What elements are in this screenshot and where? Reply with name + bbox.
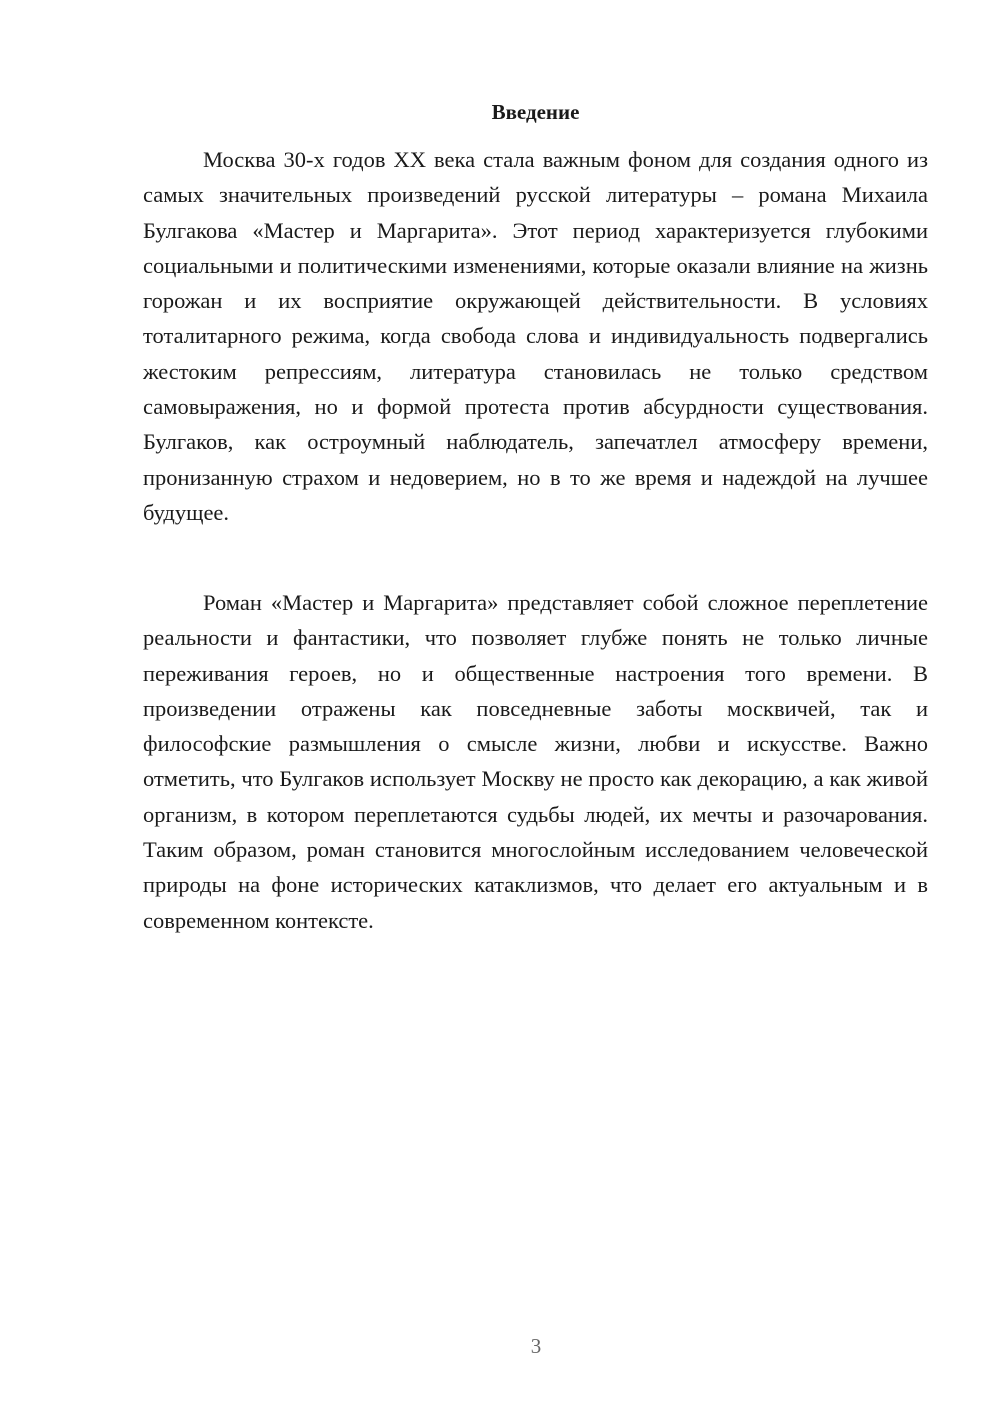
page-number: 3 — [530, 1334, 542, 1358]
section-heading: Введение — [491, 100, 580, 124]
body-paragraph-2: Роман «Мастер и Маргарита» представляет собой сложное переплетение реальности и фантастики, что позволяет глубже понять не только личные переживания героев, но и общественные настроения того времени. В произведении отражены как повседневные заботы москвичей, так и философские размышления о смысле жизни, любви и искусстве. Важно отметить, что Булгаков использует Москву не просто как декорацию, а как живой организм, в котором переплетаются судьбы людей, их мечты и разочарования. Таким образом, роман становится многослойным исследованием человеческой природы на фоне исторических катаклизмов, что делает его актуальным и в современном контексте. — [143, 590, 928, 933]
body-paragraph-1: Москва 30-х годов XX века стала важным фоном для создания одного из самых значительных произведений русской литературы – романа Михаила Булгакова «Мастер и Маргарита». Этот период характеризуется глубокими социальными и политическими изменениями, которые оказали влияние на жизнь горожан и их восприятие окружающей действительности. В условиях тоталитарного режима, когда свобода слова и индивидуальность подвергались жестоким репрессиям, литература становилась не только средством самовыражения, но и формой протеста против абсурдности существования. Булгаков, как остроумный наблюдатель, запечатлел атмосферу времени, пронизанную страхом и недоверием, но в то же время и надеждой на лучшее будущее. — [143, 147, 928, 525]
